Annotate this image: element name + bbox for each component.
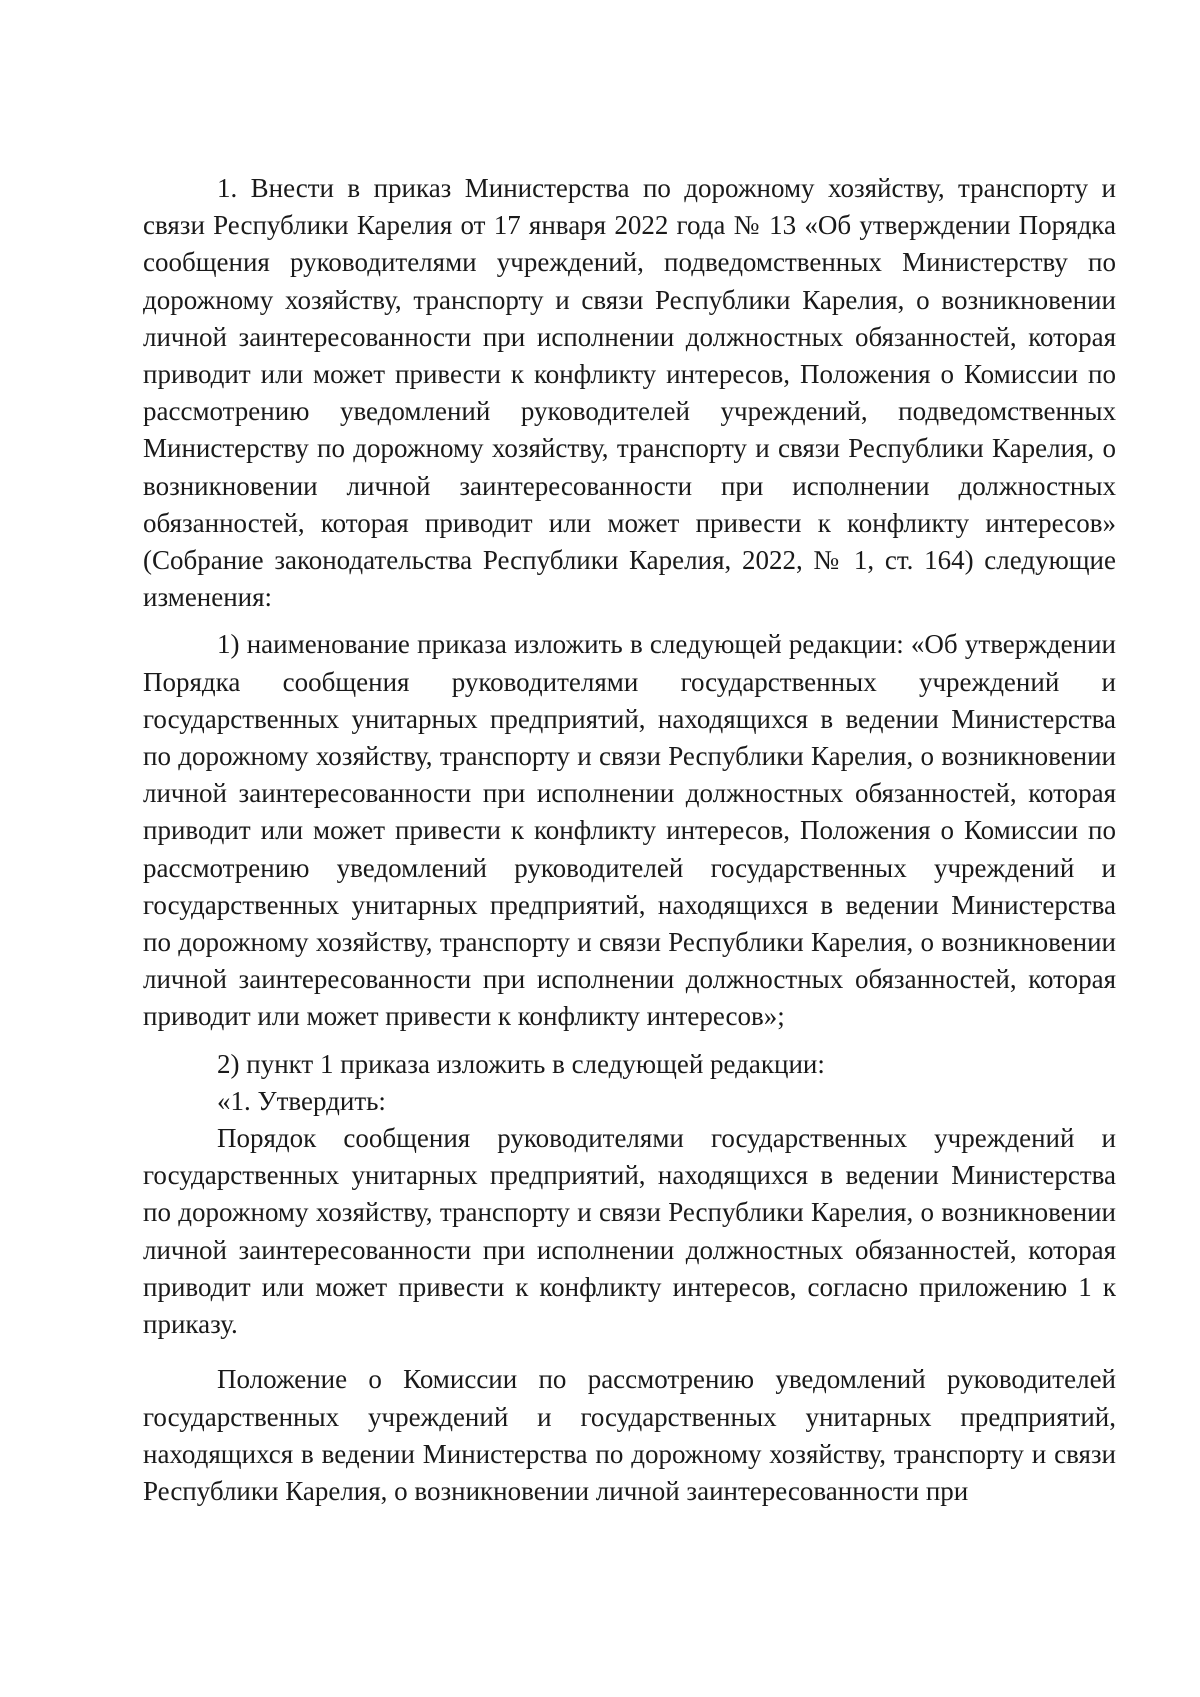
paragraph-item-2: 2) пункт 1 приказа изложить в следующей редакции: [217,1048,825,1079]
document-body [143,170,1116,1510]
paragraph-amendment-intro: 1. Внести в приказ Министерства по дорожному хозяйству, транспорту и связи Республики Карелия от 17 января 2022 года № 13 «Об утверждении Порядка сообщения руководителями учреждений, подведомственных Министерству по дорожному хозяйству, транспорту и связи Республики Карелия, о возникновении личной заинтересованности при исполнении должностных обязанностей, которая приводит или может привести к конфликту интересов, Положения о Комиссии по рассмотрению уведомлений руководителей учреждений, подведомственных Министерству по дорожному хозяйству, транспорту и связи Республики Карелия, о возникновении личной заинтересованности при исполнении должностных обязанностей, которая приводит или может привести к конфликту интересов» (Собрание законодательства Республики Карелия, 2022, № 1, ст. 164) следующие изменения: [143,173,1116,613]
paragraph-procedure: Порядок сообщения руководителями государственных учреждений и государственных унитарных предприятий, находящихся в ведении Министерства по дорожному хозяйству, транспорту и связи Республики Карелия, о возникновении личной заинтересованности при исполнении должностных обязанностей, которая приводит или может привести к конфликту интересов, согласно приложению 1 к приказу. [143,1123,1116,1340]
paragraph-commission: Положение о Комиссии по рассмотрению уведомлений руководителей государственных учреждений и государственных унитарных предприятий, находящихся в ведении Министерства по дорожному хозяйству, транспорту и связи Республики Карелия, о возникновении личной заинтересованности при [143,1364,1116,1506]
paragraph-approve: «1. Утвердить: [217,1085,386,1116]
paragraph-item-1: 1) наименование приказа изложить в следующей редакции: «Об утверждении Порядка сообщения руководителями государственных учреждений и государственных унитарных предприятий, находящихся в ведении Министерства по дорожному хозяйству, транспорту и связи Республики Карелия, о возникновении личной заинтересованности при исполнении должностных обязанностей, которая приводит или может привести к конфликту интересов, Положения о Комиссии по рассмотрению уведомлений руководителей государственных учреждений и государственных унитарных предприятий, находящихся в ведении Министерства по дорожному хозяйству, транспорту и связи Республики Карелия, о возникновении личной заинтересованности при исполнении должностных обязанностей, которая приводит или может привести к конфликту интересов»; [143,629,1116,1032]
